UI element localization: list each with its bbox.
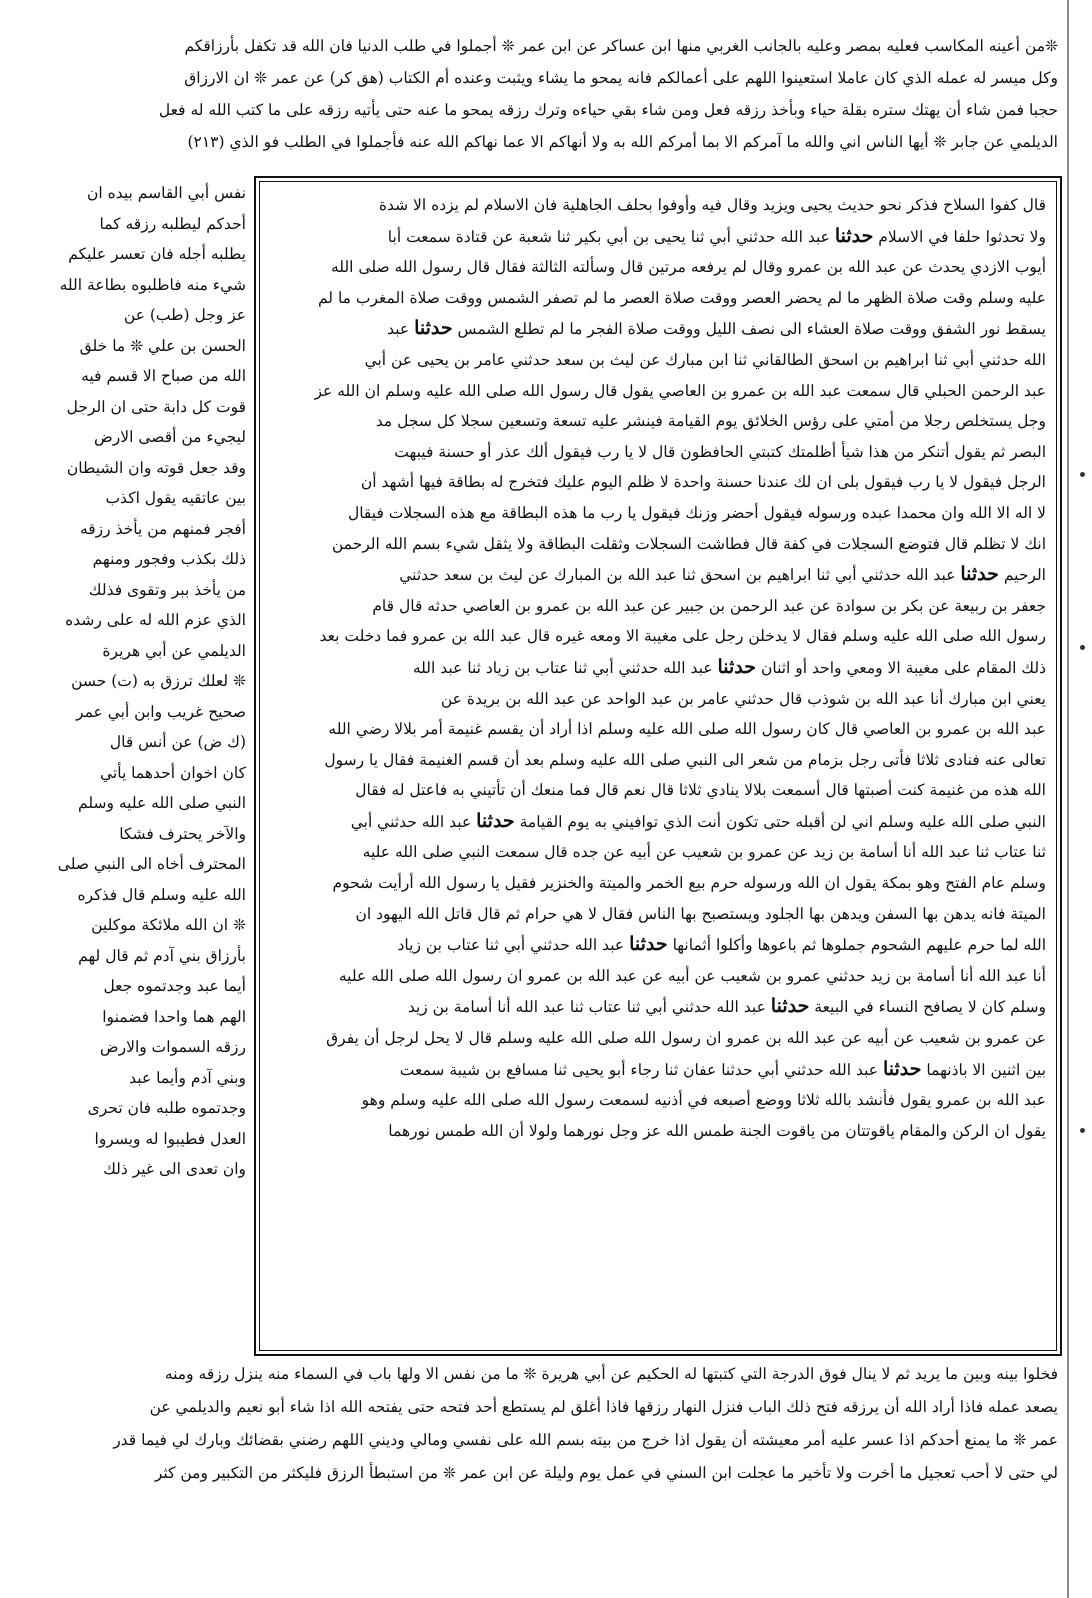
margin-text-line: نفس أبي القاسم بيده ان <box>87 184 246 202</box>
margin-text-line: يطلبه أجله فان تعسر عليكم <box>68 245 246 263</box>
main-text-line: وسلم كان لا يصافح النساء في البيعة حدثنا عبد الله حدثني أبي ثنا عتاب ثنا عبد الله أنا أسامة بن زيد <box>407 995 1046 1018</box>
margin-text-line: ❊ ان الله ملائكة موكلين <box>91 916 246 934</box>
margin-text-line: المحترف أخاه الى النبي صلى <box>57 855 246 873</box>
main-text-line: ذلك المقام على مغيبة الا ومعي واحد أو اثنان حدثنا عبد الله حدثني أبي ثنا عتاب بن زياد ثنا عبد الله <box>412 655 1046 678</box>
main-text-line: الله لما حرم عليهم الشحوم جملوها ثم باعوها وأكلوا أثمانها حدثنا عبد الله حدثني أبي ثنا عتاب بن زياد <box>397 933 1046 956</box>
haddathana-marker: حدثنا <box>476 809 515 832</box>
main-text-line: قال كفوا السلاح فذكر نحو حديث يحيى ويزيد وقال فيه وأوفوا بحلف الجاهلية فان الاسلام لم يزده الا شدة <box>378 196 1046 214</box>
main-text-line: رسول الله صلى الله عليه وسلم فقال لا يدخلن رجل على مغيبة الا ومعه غيره قال عبد الله بن عمرو فما دخلت بعد <box>319 627 1046 646</box>
main-text-line: بين اثنين الا باذنهما حدثنا عبد الله حدثني أبي حدثنا عفان ثنا رجاء أبو يحيى ثنا مسافع بن شيبة سمعت <box>399 1057 1046 1080</box>
bottom-text-line: يصعد عمله فاذا أراد الله أن يرزقه فتح ذلك الباب فنزل النهار رزقها فاذا أغلق لم يستطع أحد فتحه حتى يفتحه الله اذا شاء أبو نعيم والديلمي عن <box>149 1398 1058 1416</box>
margin-text-line: النبي صلى الله عليه وسلم <box>78 794 246 812</box>
scan-mark <box>1080 472 1085 477</box>
main-text-line: وجل يستخلص رجلا من أمتي على رؤس الخلائق يوم القيامة فينشر عليه تسعة وتسعين سجلا كل سجل مد <box>375 412 1046 431</box>
main-text-line: جعفر بن ربيعة عن بكر بن سوادة عن عبد الرحمن بن جبير عن عبد الله بن عمرو بن العاصي حدثه قال قام <box>372 596 1046 615</box>
main-text-line: يسقط نور الشفق ووقت صلاة العشاء الى نصف الليل ووقت صلاة الفجر ما لم تطلع الشمس حدثنا عبد <box>387 317 1046 340</box>
margin-text-line: وجدتموه طلبه فان تحرى <box>87 1099 246 1117</box>
haddathana-marker: حدثنا <box>770 995 810 1018</box>
main-text-line: أنا عبد الله أنا أسامة بن زيد حدثني عمرو بن شعيب عن أبيه عن عبد الله بن عمرو ان رسول الله صلى الله عليه <box>338 966 1046 985</box>
margin-text-line: عز وجل (طب) عن <box>123 306 246 324</box>
margin-text-line: الحسن بن علي ❊ ما خلق <box>79 336 246 355</box>
top-text-line: الديلمي عن جابر ❊ أيها الناس اني والله ما آمركم الا بما أمركم الله به ولا أنهاكم الا عما نهاكم الله عنه فأجملوا في الطلب فو الذي (٢١٣) <box>187 133 1058 151</box>
margin-text-line: أفجر فمنهم من يأخذ رزقه <box>79 519 246 538</box>
main-text-line: لا اله الا الله وان محمدا عبده ورسوله فيقول أحضر وزنك فيقول يا رب ما هذه البطاقة مع هذه السجلات فيقال <box>347 503 1046 522</box>
margin-text-line: من يأخذ ببر وتقوى فذلك <box>88 580 246 599</box>
margin-text-line: الله من صباح الا قسم فيه <box>81 367 246 385</box>
bottom-text-line: فخلوا بينه وبين ما يريد ثم لا ينال فوق الدرجة التي كتبتها له الحكيم عن أبي هريرة ❊ ما من نفس الا ولها باب في السماء منه ينزل رزقه ومنه <box>164 1365 1058 1383</box>
margin-text-line: (ك ض) عن أنس قال <box>109 733 246 751</box>
margin-text-line: رزقه السموات والارض <box>99 1038 246 1056</box>
margin-text-line: قوت كل دابة حتى ان الرجل <box>66 397 246 416</box>
margin-text-line: أيما عبد وجدتموه جعل <box>103 977 246 995</box>
margin-text-line: كان اخوان أحدهما يأتي <box>99 763 246 782</box>
margin-text-line: أحدكم ليطلبه رزقه كما <box>99 214 246 233</box>
main-text-line: ثنا عتاب ثنا عبد الله أنا أسامة بن زيد عن عمرو بن شعيب عن أبيه عن جده قال سمعت النبي صلى الله عليه <box>362 843 1046 862</box>
margin-text-line: وبني آدم وأيما عبد <box>129 1068 246 1087</box>
haddathana-marker: حدثنا <box>882 1057 922 1080</box>
main-text-line: الله حدثني أبي ثنا ابراهيم بن اسحق الطالقاني ثنا ابن مبارك عن ليث بن سعد حدثني عامر بن يحيى عن أبي <box>364 350 1046 369</box>
haddathana-marker: حدثنا <box>960 563 999 586</box>
margin-text-line: بأرزاق بني آدم ثم قال لهم <box>78 946 246 965</box>
margin-text-line: شيء منه فاطلبوه بطاعة الله <box>59 275 246 294</box>
main-text-line: البصر ثم يقول أتنكر من هذا شيأ أظلمتك كتبتي الحافظون قال لا يا رب فيقول ألك عذر أو حسنة فيبهت <box>394 442 1046 461</box>
margin-text-line: الله عليه وسلم قال فذكره <box>77 885 246 904</box>
main-text-line: يعني ابن مبارك أنا عبد الله بن شوذب قال حدثني عامر بن عبد الواحد عن عبد الله بن بريدة عن <box>440 689 1046 708</box>
main-text-line: وسلم عام الفتح وهو بمكة يقول ان الله ورسوله حرم بيع الخمر والميتة والخنزير فقيل يا رسول الله أرأيت شحوم <box>332 874 1046 893</box>
main-hadith-text <box>259 181 1057 1351</box>
scan-mark <box>1080 645 1085 650</box>
margin-text-line: وقد جعل قوته وان الشيطان <box>66 458 246 477</box>
main-text-line: انك لا تظلم قال فتوضع السجلات في كفة قال فطاشت السجلات وثقلت البطاقة ولا يثقل شيء بسم الله الرحمن <box>331 534 1046 553</box>
margin-text-line: الديلمي عن أبي هريرة <box>102 641 246 660</box>
margin-text-line: الهم هما واحدا فضمنوا <box>102 1007 246 1026</box>
top-text-line: حجبا فمن شاء أن يهتك ستره بقلة حياء وبأخذ رزقه فعل ومن شاء بقي حياءه وترك رزقه يمحو ما عنه حتى يأتيه رزقه على ما كتب الله له فعل <box>158 101 1058 119</box>
haddathana-marker: حدثنا <box>629 933 668 956</box>
margin-text-line: الذي عزم الله له على رشده <box>65 611 246 629</box>
bottom-text-line: لي حتى لا أحب تعجيل ما أخرت ولا تأخير ما عجلت ابن السني في عمل يوم وليلة عن ابن عمر ❊ من استبطأ الرزق فليكثر من التكبير ومن كثر <box>154 1464 1058 1482</box>
main-text-line: الميتة فانه يدهن بها السفن ويدهن بها الجلود ويستصبح بها الناس فقال لا هي حرام ثم قال قاتل الله اليهود ان <box>355 904 1046 923</box>
main-text-line: ولا تحدثوا حلفا في الاسلام حدثنا عبد الله حدثني أبي ثنا يحيى بن أبي بكير ثنا شعبة عن قتادة سمعت أبا <box>387 224 1046 247</box>
margin-text-line: ❊ لعلك ترزق به (ت) حسن <box>71 672 246 690</box>
margin-text-line: بين عاتقيه يقول اكذب <box>105 489 246 507</box>
main-text-line: النبي صلى الله عليه وسلم اني لن أقبله حتى تكون أنت الذي توافيني به يوم القيامة حدثنا عبد الله حدثني أبي <box>350 809 1046 832</box>
main-text-line: عن عمرو بن شعيب عن أبيه عن عبد الله بن عمرو ان رسول الله صلى الله عليه وسلم قال لا يحل لرجل أن يفرق <box>326 1029 1046 1048</box>
margin-text-line: والآخر يحترف فشكا <box>119 824 246 843</box>
top-text-line: ❊من أعينه المكاسب فعليه بمصر وعليه بالجانب الغربي منها ابن عساكر عن ابن عمر ❊ أجملوا في طلب الدنيا فان الله قد تكفل بأرزاقكم <box>184 37 1058 55</box>
bottom-text-line: عمر ❊ ما يمنع أحدكم اذا عسر عليه أمر معيشته أن يقول اذا خرج من بيته بسم الله على نفسي ومالي وديني اللهم رضني بقضائك وبارك لي فيما قدر <box>113 1431 1058 1449</box>
bottom-commentary-text <box>22 1358 1058 1490</box>
margin-text-line: ليجيء من أقصى الارض <box>94 428 246 446</box>
main-text-line: أيوب الازدي يحدث عن عبد الله بن عمرو وقال لم يرفعه مرتين قال وسألته الثالثة فقال قال رسول الله صلى الله <box>331 258 1046 277</box>
haddathana-marker: حدثنا <box>717 655 757 678</box>
scan-mark <box>1080 1128 1085 1133</box>
main-text-line: الرجل فيقول لا يا رب فيقول بلى ان لك عندنا حسنة واحدة لا ظلم اليوم عليك فتخرج له بطاقة فيها أشهد أن <box>360 473 1046 492</box>
main-text-line: عبد الله بن عمرو يقول فأنشد بالله ثلاثا ووضع أصبعه في أذنيه لسمعت رسول الله صلى الله عليه وسلم وهو <box>361 1091 1046 1110</box>
margin-commentary-column <box>24 178 246 1185</box>
haddathana-marker: حدثنا <box>834 224 874 247</box>
main-text-line: الرحيم حدثنا عبد الله حدثني أبي ثنا ابراهيم بن اسحق ثنا عبد الله بن المبارك عن ليث بن سعد حدثني <box>399 563 1046 586</box>
page-edge-rule <box>1067 0 1069 1598</box>
margin-text-line: وان تعدى الى غير ذلك <box>103 1160 246 1178</box>
main-text-line: يقول ان الركن والمقام ياقوتتان من ياقوت الجنة طمس الله عز وجل نورهما ولولا أن الله طمس نورهما <box>388 1121 1046 1140</box>
main-text-line: تعالى عنه فنادى ثلاثا فأتى رجل بزمام من شعر الى النبي صلى الله عليه وسلم بعد أن قسم الغنيمة فقال يا رسول <box>324 750 1046 769</box>
top-commentary-text <box>22 30 1058 158</box>
main-text-line: الله هذه من غنيمة كنت أصبتها قال أسمعت بلالا ينادي ثلاثا قال نعم قال فما منعك أن تأتيني به فاعتل له فقال <box>355 781 1046 800</box>
margin-text-line: ذلك بكذب وفجور ومنهم <box>92 550 246 568</box>
main-hadith-frame <box>254 176 1062 1356</box>
margin-text-line: العدل فطيبوا له ويسروا <box>94 1129 246 1148</box>
main-text-line: عبد الرحمن الحبلي قال سمعت عبد الله بن عمرو بن العاصي يقول قال رسول الله صلى الله عليه وسلم ان الله عز <box>314 381 1046 400</box>
main-text-line: عليه وسلم وقت صلاة الظهر ما لم يحضر العصر ووقت صلاة العصر ما لم تصفر الشمس ووقت صلاة المغرب ما لم <box>317 288 1046 307</box>
margin-text-line: صحيح غريب وابن أبي عمر <box>76 702 246 721</box>
top-text-line: وكل ميسر له عمله الذي كان عاملا استعينوا اللهم على أعمالكم فانه يمحو ما يشاء ويثبت وعنده أم الكتاب (هق كر) عن عمر ❊ ان الارزاق <box>184 69 1058 87</box>
haddathana-marker: حدثنا <box>414 317 453 340</box>
main-text-line: عبد الله بن عمرو بن العاصي قال كان رسول الله صلى الله عليه وسلم اذا أراد أن يقسم غنيمة أمر بلالا رضي الله <box>328 720 1046 739</box>
